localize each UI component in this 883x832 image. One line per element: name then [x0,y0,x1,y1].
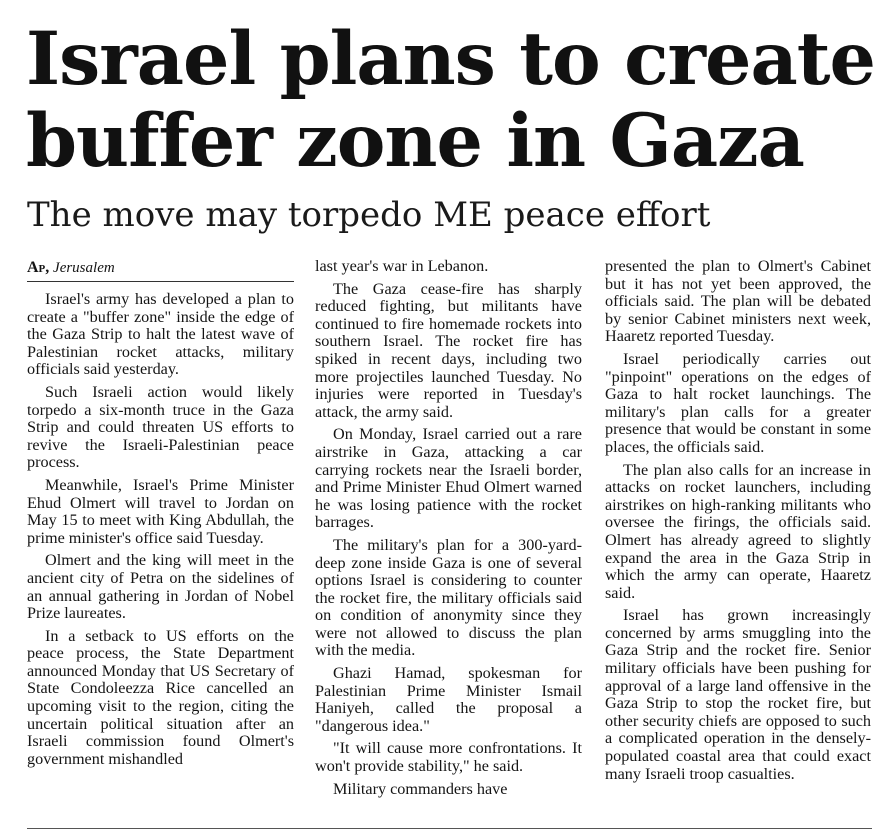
paragraph-continued: presented the plan to Olmert's Cabinet but it has not yet been approved, the officials said. The plan will be debated by senior Cabinet ministers next week, Haaretz reported Tuesday. [605,257,871,346]
paragraph: The military's plan for a 300-yard-deep zone inside Gaza is one of several options Israel is considering to counter the rocket fire, the military officials said on condition of anonymity since they were not allowed to discuss the plan with the media. [315,535,582,660]
paragraph: The plan also calls for an increase in attacks on rocket launchers, including airstrikes on high-ranking militants who oversee the firings, the officials said. Olmert has already agreed to slightly expand the area in the Gaza Strip in which the army can operate, Haaretz said. [605,460,871,602]
paragraph: Israel's army has developed a plan to create a "buffer zone" inside the edge of the Gaza Strip to halt the latest wave of Palestinian rocket attacks, military officials said yesterday. [27,290,294,379]
paragraph: Israel has grown increasingly concerned by arms smuggling into the Gaza Strip and the rocket fire. Senior military officials have been pushing for approval of a large land offensive in the Gaza Strip to stop the rocket fire, but other security chiefs are opposed to such a complicated operation in the densely-populated coastal area that could exact many Israeli troop casualties. [605,606,871,783]
paragraph: Military commanders have [333,779,508,798]
paragraph: Israel periodically carries out "pinpoint" operations on the edges of Gaza to halt rocket launchings. The military's plan calls for a greater presence that would be constant in some places, the officials said. [605,349,871,456]
headline [26,18,876,182]
byline-agency: Ap, [27,259,50,276]
paragraph-continued: last year's war in Lebanon. [315,257,489,275]
column-2 [315,258,582,803]
paragraph: Meanwhile, Israel's Prime Minister Ehud Olmert will travel to Jordan on May 15 to meet with King Abdullah, the prime minister's office said Tuesday. [27,475,294,547]
headline-line-1: Israel plans to create [26,16,875,102]
paragraph: Olmert and the king will meet in the ancient city of Petra on the sidelines of an annual gathering in Jordan of Nobel Prize laureates. [27,551,294,623]
paragraph: Such Israeli action would likely torpedo a six-month truce in the Gaza Strip and could threaten US efforts to revive the Israeli-Palestinian peace process. [27,382,294,472]
paragraph: Ghazi Hamad, spokesman for Palestinian Prime Minister Ismail Haniyeh, called the proposal a "dangerous idea." [315,664,582,735]
byline [27,258,294,282]
headline-line-2: buffer zone in Gaza [26,98,804,184]
column-3 [605,258,871,788]
column-1 [27,258,294,773]
paragraph: The Gaza cease-fire has sharply reduced fighting, but militants have continued to fire homemade rockets into southern Israel. The rocket fire has spiked in recent days, including two more projectiles launched Tuesday. No injuries were reported in Tuesday's attack, the army said. [315,279,582,421]
article-body [0,258,883,828]
bottom-rule [27,828,872,829]
subheadline: The move may torpedo ME peace effort [27,195,711,235]
paragraph: In a setback to US efforts on the peace process, the State Department announced Monday that US Secretary of State Condoleezza Rice cancelled an upcoming visit to the region, citing the uncertain political situation after an Israeli commission found Olmert's government mishandled [27,626,294,768]
byline-location: Jerusalem [53,260,115,276]
paragraph: "It will cause more confrontations. It won't provide stability," he said. [315,739,582,776]
paragraph: On Monday, Israel carried out a rare airstrike in Gaza, attacking a car carrying rockets near the Israeli border, and Prime Minister Ehud Olmert warned he was losing patience with the rocket barrages. [315,425,582,532]
